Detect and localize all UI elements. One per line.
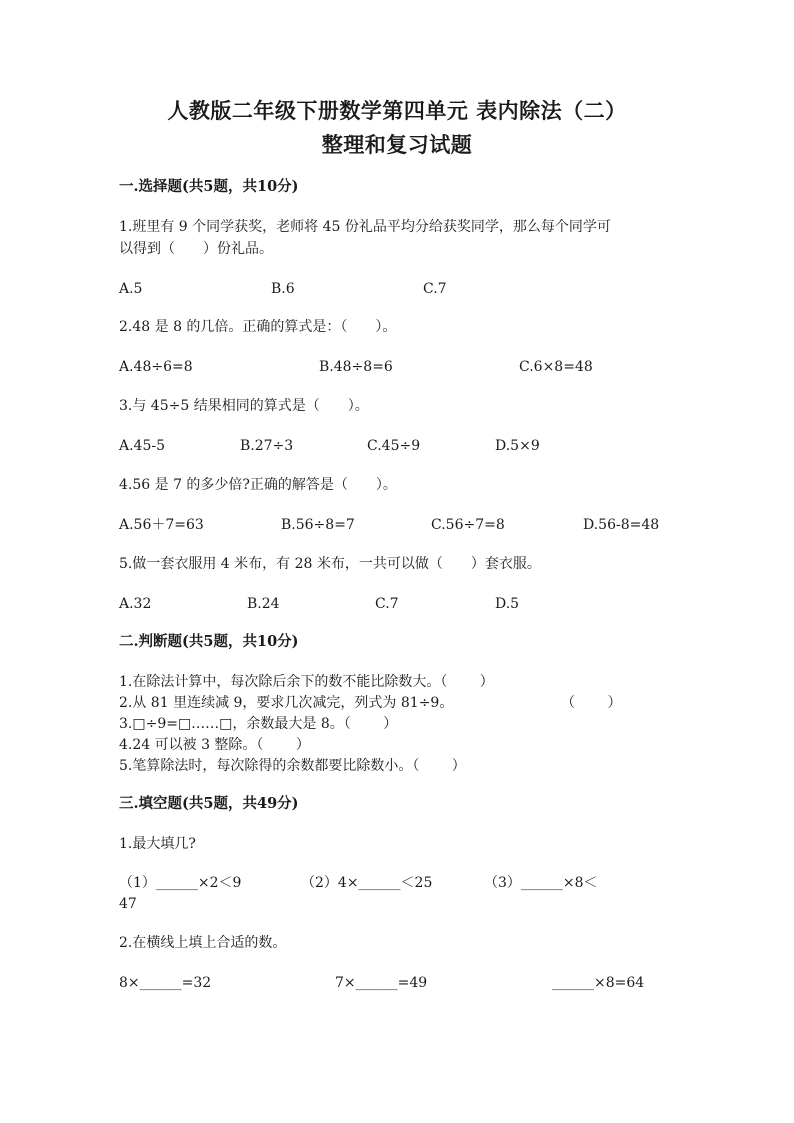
question-3-option-c: C.45÷9 — [367, 438, 421, 454]
question-3-option-b: B.27÷3 — [240, 438, 294, 454]
question-1-option-c: C.7 — [423, 281, 447, 297]
question-2-option-c: C.6×8=48 — [519, 359, 593, 375]
section-heading-choice: 一.选择题(共5题，共10分) — [119, 178, 299, 195]
judge-item-2-paren: （ ） — [561, 695, 622, 711]
question-4-option-c: C.56÷7=8 — [431, 517, 505, 533]
judge-item-2: 2.从 81 里连续减 9，要求几次减完，列式为 81÷9。 — [119, 695, 454, 711]
question-1-option-a: A.5 — [119, 281, 143, 297]
fill-question-1-part-1: （1）______×2＜9 — [119, 875, 242, 891]
question-3-stem: 3.与 45÷5 结果相同的算式是（ ）。 — [119, 398, 369, 414]
title-line-2: 整理和复习试题 — [321, 132, 473, 157]
fill-question-1-part-3: （3）______×8＜ — [484, 875, 598, 891]
judge-item-4: 4.24 可以被 3 整除。（ ） — [119, 737, 310, 753]
question-5-option-c: C.7 — [375, 596, 399, 612]
question-2-stem: 2.48 是 8 的几倍。正确的算式是：（ ）。 — [119, 319, 397, 335]
fill-question-1-wrap: 47 — [119, 896, 137, 912]
question-1-line-1: 1.班里有 9 个同学获奖，老师将 45 份礼品平均分给获奖同学，那么每个同学可 — [119, 219, 611, 235]
fill-question-1-stem: 1.最大填几? — [119, 836, 196, 852]
fill-question-1-part-2: （2）4×______＜25 — [301, 875, 433, 891]
question-1-line-2: 以得到（ ）份礼品。 — [119, 241, 273, 257]
question-5-option-b: B.24 — [247, 596, 280, 612]
question-5-stem: 5.做一套衣服用 4 米布，有 28 米布，一共可以做（ ）套衣服。 — [119, 556, 541, 572]
question-5-option-a: A.32 — [119, 596, 152, 612]
question-2-option-b: B.48÷8=6 — [319, 359, 393, 375]
section-heading-judge: 二.判断题(共5题，共10分) — [119, 633, 299, 650]
fill-question-2-part-3: ______×8=64 — [552, 975, 645, 991]
section-heading-fill: 三.填空题(共5题，共49分) — [119, 795, 299, 812]
question-4-stem: 4.56 是 7 的多少倍?正确的解答是（ ）。 — [119, 477, 397, 493]
fill-question-2-stem: 2.在横线上填上合适的数。 — [119, 935, 287, 951]
question-1-option-b: B.6 — [271, 281, 295, 297]
question-4-option-d: D.56-8=48 — [583, 517, 660, 533]
title-line-1: 人教版二年级下册数学第四单元 表内除法（二） — [167, 98, 627, 123]
judge-item-1: 1.在除法计算中，每次除后余下的数不能比除数大。（ ） — [119, 674, 494, 690]
question-3-option-d: D.5×9 — [495, 438, 540, 454]
question-3-option-a: A.45-5 — [119, 438, 166, 454]
fill-question-2-part-1: 8×______=32 — [119, 975, 212, 991]
question-4-option-b: B.56÷8=7 — [281, 517, 355, 533]
fill-question-2-part-2: 7×______=49 — [335, 975, 428, 991]
judge-item-3: 3.□÷9=□……□，余数最大是 8。（ ） — [119, 716, 398, 732]
question-5-option-d: D.5 — [495, 596, 520, 612]
question-2-option-a: A.48÷6=8 — [119, 359, 193, 375]
question-4-option-a: A.56＋7=63 — [119, 517, 204, 533]
judge-item-5: 5.笔算除法时，每次除得的余数都要比除数小。（ ） — [119, 758, 466, 774]
